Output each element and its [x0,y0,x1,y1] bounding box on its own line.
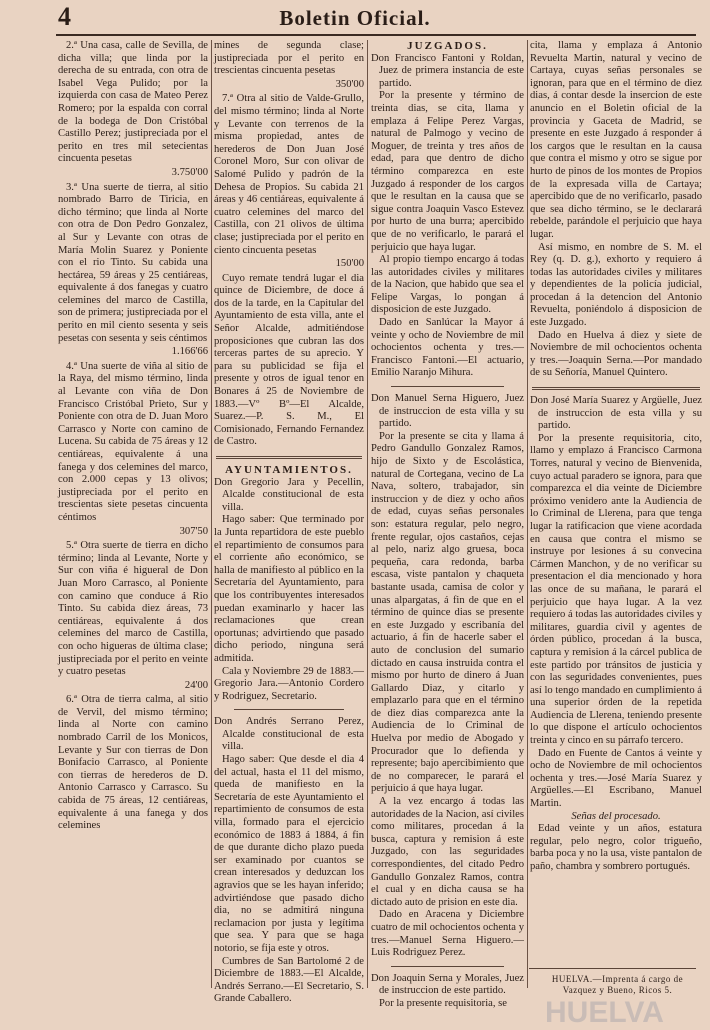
notice-signature: Dado en Aracena y Diciembre cuatro de mil ochocientos ochenta y tres.—Manuel Serna Higuero.—Luis Rodriguez Perez. [371,909,524,959]
imprint-line: Vazquez y Bueno, Ricos 5. [562,985,673,995]
column-4 [530,40,702,874]
property-item: 5.ª Otra suerte de tierra en dicho término; linda al Levante, Norte y Sur con viña é higueral de Don Juan Moro Carrasco, al Poniente con camino que conduce á Rio Tinto. Su cabida diez áreas, 73 centiáreas, equivalente á dos celemines del marco de Castilla, con ocho higueras de última clase; justipreciada por el perito en veinte y cuatro pesetas [58,540,208,678]
notice-divider [234,709,344,710]
notice-header: Don Manuel Serna Higuero, Juez de instruccion de esta villa y su partido. [371,393,524,430]
notice-body: Por la presente requisitoria, cito, llamo y emplazo á Francisco Carmona Torres, natural y vecino de Bienvenida, cuyo actual paradero se ignora, para que comparezca el dia veinte de Diciembre próximo venidero ante la Audiencia de lo Criminal de Llerena, para que tenga lugar la ratificacion que viene acordada en causa que contra el mismo se instruye por lesiones á su convecina Cármen Manchon, y de no verificar su presentacion el dia mencionado y hora las once de su mañana, le parará el perjuicio que haya lugar. A la vez requiero á todas las autoridades civiles y militares, guardia civil y agentes de órden público, procedan á la busca, captura y remision á la cárcel publica de este partido por tránsitos de justicia y con las seguridades convenientes, pues así lo tengo mandado en cumplimiento á una superior órden de la repetida Audiencia de Llerena, teniendo presente lo que dispone el artículo ochocientos treinta y cinco en su párrafo tercero. [530,432,702,747]
notice-body: cita, llama y emplaza á Antonio Revuelta Martin, natural y vecino de Cartaya, cuyas señas personales se ignoran, para que en el término de diez dias, á contar desde la insercion de este anuncio en el Boletin oficial de la provincia y Gaceta de Madrid, se presente en este Juzgado á responder á los cargos que le resultan en la causa que contra el mismo y otro se sigue por hurto de pinos de los montes de Propios de la expresada villa de Cartaya; apercibido que de no verificarlo, pasado que sea dicho término, se le declarará rebelde, parándole el perjuicio que haya lugar. [530,40,702,240]
subsection-title: Señas del procesado. [571,810,661,822]
column-divider [211,40,212,988]
notice-signature: Cumbres de San Bartolomé 2 de Diciembre de 1883.—El Alcalde, Andrés Serrano.—El Secretario, S. Grande Caballero. [214,955,364,1005]
notice-divider [391,386,504,387]
notice-body: Por la presente se cita y llama á Pedro Gandullo Gonzalez Ramos, hijo de Sixto y de Escolástica, natural de Cortegana, vecino de La Nava, soltero, trabajador, sin instruccion y de diez y ocho años de edad, cuyas señas personales son: estatura regular, pelo negro, frente regular, ojos castaños, cejas al pelo, nariz algo gruesa, boca pequeña, cara redonda, barba escasa, viste pantalon y chaqueta bastante usada, camisa de color y unas alpargatas, á fin de que en el término de quince dias se presente en este Juzgado y escribanía del actuario, á fin de hacerle saber el auto de conclusion del sumario dictado en causa instruida contra el mismo por hurto de dinero á Juan Gallardo Diaz, y citarlo y emplazarlo para que en el término de diez dias comparezca ante la Audiencia de lo Criminal de Huelva por medio de Abogado y Procurador que lo defienda y represente; bajo apercibimiento que de no comparecer, le parará el perjuicio á que haya lugar. [371,430,524,795]
notice-body: Por la presente y término de treinta dias, se cita, llama y emplaza á Felipe Perez Vargas, natural de Palmogo y vecino de Moguer, de treinta y tres años de edad, para que dentro de dicho término comparezca en este Juzgado á responder de los cargos que le resultan en la causa que se sigue contra Joaquin Vasco Estevez por hurto de una burra; apercibido que de no verificarlo, le parará el perjuicio que haya lugar. [371,90,524,253]
header-rule [56,34,696,36]
notice-body: Al propio tiempo encargo á todas las autoridades civiles y militares de la Nacion, que habido que sea el Felipe Vargas, lo pongan á disposicion de este Juzgado. [371,254,524,316]
property-item: 7.ª Otra al sitio de Valde-Grullo, del mismo término; linda al Norte y Levante con terrenos de la misma propiedad, antes de herederos de Don Juan José Coronel Moro, Sur con olivar de Salomé Pulido y padrón de la Dehesa de Propios. Su cabida 21 áreas y 46 centiáreas, equivalente á cuatro celemines del marco del Castilla, con 21 olivos de última clase; justipreciada por el perito en ciento cincuenta pesetas [214,93,364,256]
property-item: 6.ª Otra de tierra calma, al sitio de Vervil, del mismo término; linda al Norte con camino nombrado Carril de los Monicos, Levante y Sur con tierras de Don Bonifacio Carrasco, al Poniente con tierras de herederos de D. Antonio Carrasco y Carrasco. Su cabida de 75 áreas, 12 centiáreas, equivalente á una fanega y dos celemines [58,694,208,832]
footer-rule [529,968,696,969]
printer-imprint [535,974,700,996]
price-value: 350'00 [335,78,364,90]
page-number: 4 [58,2,71,31]
auction-notice: Cuyo remate tendrá lugar el dia quince de Diciembre, de doce á dos de la tarde, en la Capitular del Ayuntamiento de esta villa, ante el Señor Alcalde, admitiéndose proposiciones que cubran las dos terceras partes de su aprecio. Y para su publicidad se fija el presente y otros de igual tenor en Bonares á 25 de Noviembre de 1883.—Vº Bº—El Alcalde, Suarez.—P. S. M., El Comisionado, Fernando Fernandez de Castro. [214,272,364,448]
column-2 [214,40,364,1006]
column-3 [371,40,524,1011]
column-divider [367,40,368,988]
price-value: 3.750'00 [171,166,208,178]
price-value: 24'00 [184,679,208,691]
section-heading: AYUNTAMIENTOS. [225,464,353,476]
property-item: mines de segunda clase; justipreciada por el perito en trescientas cincuenta pesetas [214,40,364,77]
notice-divider [532,387,700,390]
notice-header: Don Joaquin Serna y Morales, Juez de instruccion de este partido. [371,972,524,997]
price-value: 1.166'66 [171,346,208,358]
notice-divider [391,966,504,967]
column-1 [58,40,208,833]
notice-body: Así mismo, en nombre de S. M. el Rey (q. D. g.), exhorto y requiero á todas las autoridades civiles y militares y dependientes de la policía judicial, procedan á la detencion del Antonio Revuelta, poniéndolo á disposicion de este Juzgado. [530,241,702,329]
imprint-line: HUELVA.—Imprenta á cargo de [551,974,684,984]
notice-header: Don José María Suarez y Argüelle, Juez de instruccion de esta villa y su partido. [530,395,702,432]
notice-signature: Dado en Sanlúcar la Mayor á veinte y ocho de Noviembre de mil ochocientos ochenta y tres.—Francisco Fantoni.—El actuario, Emilio Naranjo Mihura. [371,317,524,379]
notice-body: Por la presente requisitoria, se [379,997,507,1009]
notice-header: Don Gregorio Jara y Pecellin, Alcalde constitucional de esta villa. [214,476,364,513]
section-divider [216,456,362,459]
notice-signature: Cala y Noviembre 29 de 1883.—Gregorio Jara.—Antonio Cordero y Rodriguez, Secretario. [214,665,364,702]
library-watermark: HUELVA [545,996,664,1029]
notice-header: Don Andrés Serrano Perez, Alcalde constitucional de esta villa. [214,716,364,753]
column-divider [527,40,528,988]
section-heading: JUZGADOS. [407,40,488,52]
notice-signature: Dado en Fuente de Cantos á veinte y ocho de Noviembre de mil ochocientos ochenta y tres.—José María Suarez y Argüelles.—El Escribano, Manuel Martin. [530,747,702,810]
price-value: 307'50 [179,525,208,537]
property-item: 2.ª Una casa, calle de Sevilla, de dicha villa; que linda por la derecha de su entrada, con otra de Isabel Vega Pulido; por la izquierda con casa de Mateo Perez Romero; por la espalda con corral de la bodega de Don Cristóbal Castillo Perez; justipreciada por el perito en tres mil setecientas cincuenta pesetas [58,40,208,165]
notice-body: Hago saber: Que terminado por la Junta repartidora de este pueblo el repartimiento de consumos para el corriente año económico, se halla de manifiesto al público en la Secretaría del Ayuntamiento, para que los contribuyentes interesados puedan examinarlo y hacer las reclamaciones que crean oportunas; advirtiendo que pasado dicho periodo, ninguna será admitida. [214,514,364,664]
property-item: 3.ª Una suerte de tierra, al sitio nombrado Barro de Tiricia, en dicho término; que linda al Norte con otra de Don Pedro Gonzalez, al Sur y Levante con otras de María Molin Suarez y Poniente con el rio Tinto. Su cabida una hectárea, 59 áreas y 25 centiáreas, equivalente á dos fanegas y cuatro celemines del marco de Castilla, son de primera; justipreciada por el perito en mil ciento sesenta y seis pesetas con sesenta y seis céntimos [58,181,208,344]
notice-signature: Dado en Huelva á diez y siete de Noviembre de mil ochocientos ochenta y tres.—Joaquin Serna.—Por mandado de su Señoría, Manuel Quintero. [530,329,702,379]
price-value: 150'00 [335,258,364,270]
masthead-title: Boletin Oficial. [279,6,431,30]
notice-body: Hago saber: Que desde el dia 4 del actual, hasta el 11 del mismo, queda de manifiesto en la Secretaría de este Ayuntamiento el repartimiento de consumos de esta villa, formado para el ejercicio económico de 1883 á 1884, á fin de que durante dicho plazo pueda ser examinado por cuantos se crean interesados y deduzcan los agravios que se les hayan inferido; advirtiéndose que pasado dicho dia, no se admitirá ninguna reclamacion por justa y legítima que sea. Y para que se haga notorio, se fija este y otros. [214,754,364,954]
notice-body: Edad veinte y un años, estatura regular, pelo negro, color trigueño, barba poca y no la usa, viste pantalon de paño, chambra y sombrero portugués. [530,823,702,872]
notice-header: Don Francisco Fantoni y Roldan, Juez de primera instancia de este partido. [371,52,524,89]
notice-body: A la vez encargo á todas las autoridades de la Nacion, así civiles como militares, procedan á la busca, captura y remision á este Juzgado, con las seguridades correspondientes, del citado Pedro Gandullo Gonzalez Ramos, contra el cual y en dicha causa se ha dictado auto de prision en este dia. [371,796,524,908]
property-item: 4.ª Una suerte de viña al sitio de la Raya, del mismo término, linda al Levante con viña de Don Francisco Cristóbal Prieto, Sur y Poniente con otra de D. Juan Moro Carrasco y Norte con camino de Lucena. Su cabida de 75 áreas y 12 centiáreas, equivalente á una fanega y dos celemines del marco, con 2.000 cepas y 13 olivos; justipreciada por el perito en trescientas siete pesetas cincuenta céntimos [58,360,208,523]
